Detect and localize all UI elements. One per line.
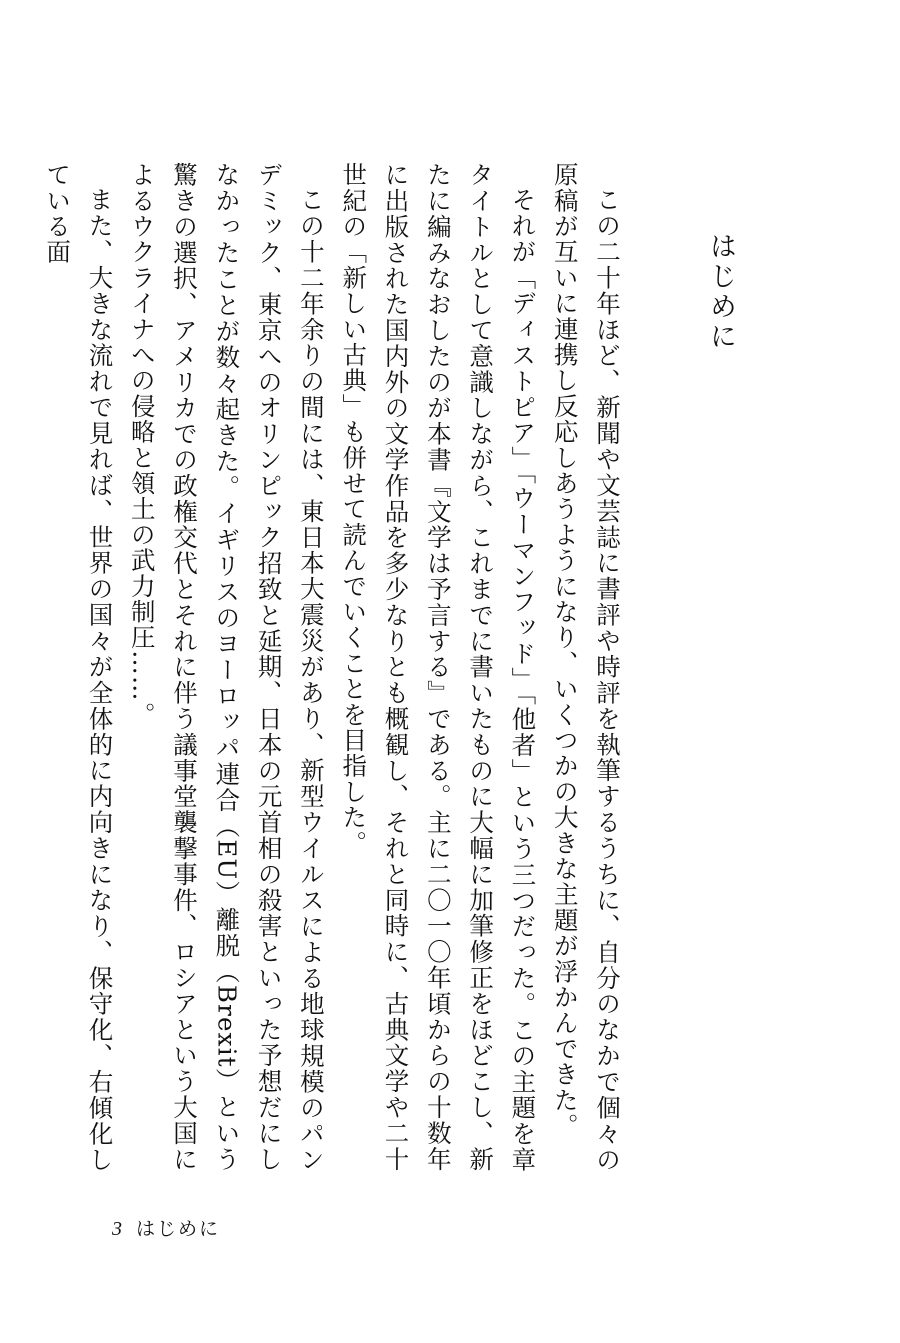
paragraph-2: それが「ディストピア」「ウーマンフッド」「他者」という三つだった。この主題を章タイトルとして意識しながら、これまでに書いたものに大幅に加筆修正をほどこし、新たに編みなおしたのが本書『文学は予言する』である。主に二〇一〇年頃からの十数年に出版された国内外の文学作品を多少なりとも概観し、それと同時に、古典文学や二十世紀の「新しい古典」も併せて読んでいくことを目指した。 (339, 162, 538, 1172)
paragraph-3: この十二年余りの間には、東日本大震災があり、新型ウイルスによる地球規模のパンデミック、東京へのオリンピック招致と延期、日本の元首相の殺害といった予想だにしなかったことが数々起きた。イギリスのヨーロッパ連合（EU）離脱（Brexit）という驚きの選択、アメリカでの政権交代とそれに伴う議事堂襲撃事件、ロシアという大国によるウクライナへの侵略と領土の武力制圧……。 (127, 162, 326, 1172)
running-title: はじめに (136, 1218, 221, 1240)
paragraph-4: また、大きな流れで見れば、世界の国々が全体的に内向きになり、保守化、右傾化している面 (43, 162, 115, 1172)
paragraph-1: この二十年ほど、新聞や文芸誌に書評や時評を執筆するうちに、自分のなかで個々の原稿が互いに連携し反応しあうようになり、いくつかの大きな主題が浮かんできた。 (550, 162, 622, 1172)
page-number: 3 (112, 1218, 122, 1240)
body-text (36, 162, 628, 1172)
chapter-heading: はじめに (705, 232, 736, 352)
page-footer (112, 1214, 220, 1241)
